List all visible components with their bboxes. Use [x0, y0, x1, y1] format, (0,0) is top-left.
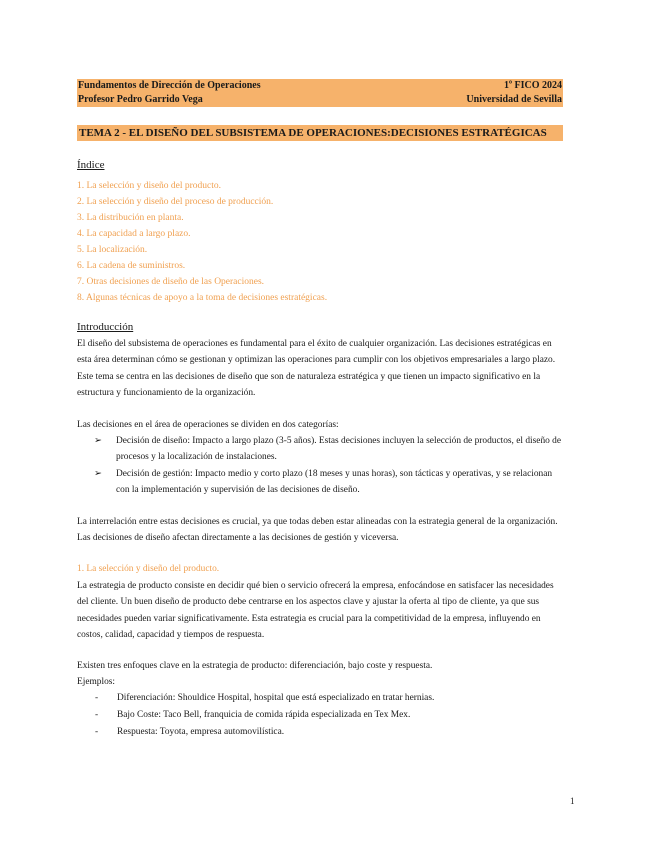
example-item [95, 724, 434, 741]
interrelation-paragraph: La interrelación entre estas decisiones es crucial, ya que todas deben estar alineadas con la estrategia general de la organización. Las decisiones de diseño afectan directamente a las decisiones de gestión y viceversa. [77, 517, 558, 544]
dash-bullet: - [95, 727, 99, 737]
page-number: 1 [570, 796, 575, 806]
category-item [94, 433, 564, 466]
header-row-course [77, 79, 563, 93]
topic-title: TEMA 2 - EL DISEÑO DEL SUBSISTEMA DE OPERACIONES:DECISIONES ESTRATÉGICAS [79, 127, 547, 139]
index-item[interactable]: 1. La selección y diseño del producto. [77, 181, 222, 191]
approaches-paragraph: Existen tres enfoques clave en la estrategia de producto: diferenciación, bajo coste y respuesta. [77, 661, 433, 671]
index-item[interactable]: 5. La localización. [77, 245, 148, 255]
index-item[interactable]: 2. La selección y diseño del proceso de producción. [77, 197, 274, 207]
header-row-professor [77, 93, 563, 107]
example-item [95, 690, 434, 707]
examples-list [95, 690, 434, 741]
dash-bullet: - [95, 693, 99, 703]
intro-heading: Introducción [77, 321, 134, 333]
example-text: Diferenciación: Shouldice Hospital, hospital que está especializado en tratar hernias. [117, 693, 435, 703]
categories-list [94, 433, 564, 499]
category-text: Decisión de diseño: Impacto a largo plazo (3-5 años). Estas decisiones incluyen la selección de productos, el diseño de procesos y la localización de instalaciones. [116, 436, 562, 463]
topic-title-bar [77, 125, 563, 141]
section1-heading: 1. La selección y diseño del producto. [77, 564, 220, 574]
index-list [77, 178, 327, 306]
examples-label: Ejemplos: [77, 677, 116, 687]
index-item[interactable]: 3. La distribución en planta. [77, 213, 184, 223]
example-text: Respuesta: Toyota, empresa automovilística. [117, 727, 285, 737]
dash-bullet: - [95, 710, 99, 720]
category-item [94, 466, 564, 499]
index-heading: Índice [77, 159, 105, 171]
index-item[interactable]: 6. La cadena de suministros. [77, 261, 186, 271]
index-item[interactable]: 7. Otras decisiones de diseño de las Operaciones. [77, 277, 265, 287]
index-item[interactable]: 8. Algunas técnicas de apoyo a la toma de decisiones estratégicas. [77, 293, 328, 303]
example-item [95, 707, 434, 724]
course-title: Fundamentos de Dirección de Operaciones [78, 80, 261, 91]
section1-paragraph: La estrategia de producto consiste en decidir qué bien o servicio ofrecerá la empresa, enfocándose en satisfacer las necesidades del cliente. Un buen diseño de producto debe centrarse en los aspectos clave y ajustar la oferta al tipo de cliente, ya que sus necesidades pueden variar significativamente. Esta estrategia es crucial para la competitividad de la empresa, influyendo en costos, calidad, capacidad y tiempos de respuesta. [77, 581, 554, 641]
example-text: Bajo Coste: Taco Bell, franquicia de comida rápida especializada en Tex Mex. [117, 710, 411, 720]
categories-intro: Las decisiones en el área de operaciones se dividen en dos categorías: [77, 420, 339, 430]
arrow-bullet-icon: ➢ [94, 436, 102, 446]
intro-paragraph: El diseño del subsistema de operaciones es fundamental para el éxito de cualquier organización. Las decisiones estratégicas en esta área determinan cómo se gestionan y optimizan las operaciones para cumplir con los objetivos empresariales a largo plazo. Este tema se centra en las decisiones de diseño que son de naturaleza estratégica y que tienen un impacto significativo en la estructura y funcionamiento de la organización. [77, 339, 556, 399]
course-year: 1$^o$ FICO 2024 [504, 79, 562, 91]
arrow-bullet-icon: ➢ [94, 468, 102, 479]
professor-name: Profesor Pedro Garrido Vega [78, 94, 203, 105]
category-text: Decisión de gestión: Impacto medio y corto plazo (18 meses y unas horas), son tácticas y operativas, y se relacionan con la implementación y supervisión de las decisiones de diseño. [116, 468, 553, 496]
university-name: Universidad de Sevilla [466, 94, 562, 105]
index-item[interactable]: 4. La capacidad a largo plazo. [77, 229, 191, 239]
